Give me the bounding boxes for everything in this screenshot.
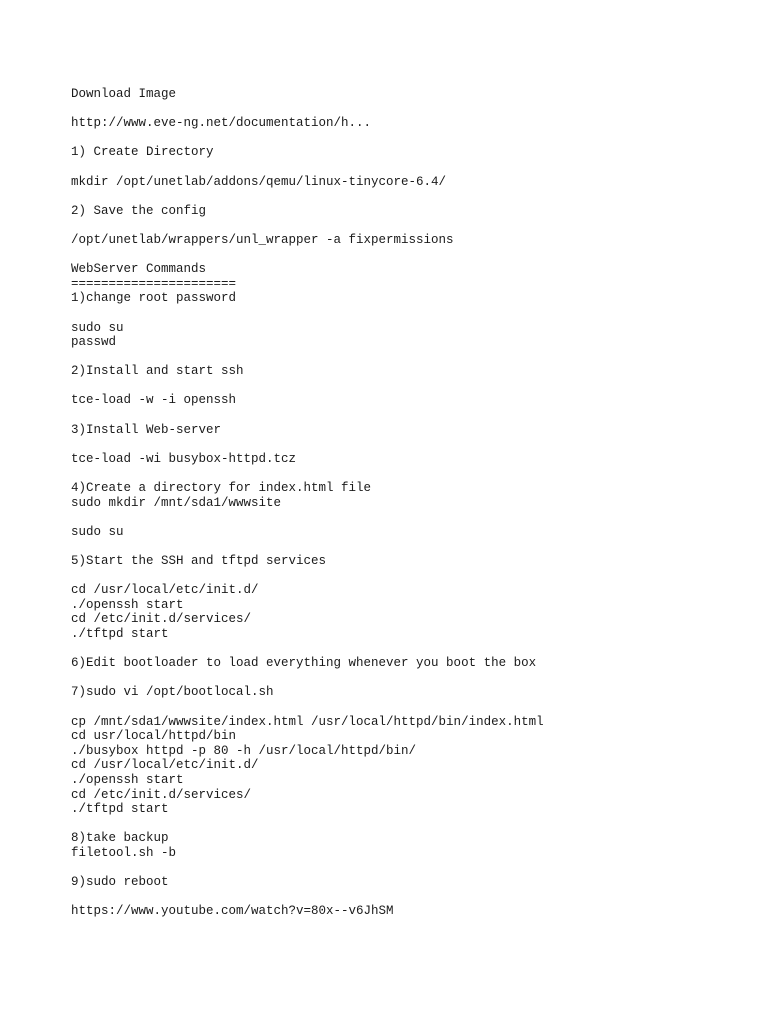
text-line: ./openssh start (71, 772, 184, 787)
text-line: passwd (71, 335, 117, 350)
blank-line (71, 218, 751, 233)
text-line: 1) Create Directory (71, 145, 214, 160)
blank-line (71, 569, 751, 584)
text-line: 7)sudo vi /opt/bootlocal.sh (71, 685, 274, 700)
blank-line (71, 160, 751, 175)
blank-line (71, 437, 751, 452)
text-line: tce-load -wi busybox-httpd.tcz (71, 451, 297, 466)
text-line: cd /usr/local/etc/init.d/ (71, 758, 259, 773)
blank-line (71, 817, 751, 832)
blank-line (71, 466, 751, 481)
blank-line (71, 248, 751, 263)
blank-line (71, 408, 751, 423)
text-line: 5)Start the SSH and tftpd services (71, 554, 327, 568)
text-line: ./tftpd start (71, 626, 169, 641)
text-line: ./tftpd start (71, 802, 169, 817)
text-line: 9)sudo reboot (71, 875, 169, 890)
text-line: 2) Save the config (71, 203, 207, 218)
text-line: filetool.sh -b (71, 845, 177, 860)
text-line: mkdir /opt/unetlab/addons/qemu/linux-tinycore-6.4/ (71, 174, 447, 189)
text-line: https://www.youtube.com/watch?v=80x--v6JhSM (71, 904, 394, 919)
text-line: cp /mnt/sda1/wwwsite/index.html /usr/local/httpd/bin/index.html (71, 714, 544, 729)
blank-line (71, 379, 751, 394)
text-line: http://www.eve-ng.net/documentation/h... (71, 116, 372, 131)
blank-line (71, 510, 751, 525)
blank-line (71, 890, 751, 905)
blank-line (71, 860, 751, 875)
text-line: ./openssh start (71, 597, 184, 612)
blank-line (71, 642, 751, 657)
text-line: tce-load -w -i openssh (71, 393, 237, 408)
blank-line (71, 539, 751, 554)
text-line: WebServer Commands (71, 262, 207, 277)
text-line: cd usr/local/httpd/bin (71, 729, 237, 744)
document-text (71, 87, 751, 919)
text-line: 4)Create a directory for index.html file (71, 481, 372, 496)
text-line: /opt/unetlab/wrappers/unl_wrapper -a fixpermissions (71, 232, 454, 247)
blank-line (71, 102, 751, 117)
text-line: Download Image (71, 87, 177, 101)
text-line: 8)take backup (71, 831, 169, 846)
text-line: cd /etc/init.d/services/ (71, 787, 252, 802)
blank-line (71, 189, 751, 204)
text-line: sudo su (71, 524, 124, 539)
text-line: 6)Edit bootloader to load everything whenever you boot the box (71, 656, 537, 671)
text-line: cd /etc/init.d/services/ (71, 612, 252, 627)
text-line: sudo su (71, 320, 124, 335)
text-line: 1)change root password (71, 291, 237, 306)
text-line: sudo mkdir /mnt/sda1/wwwsite (71, 495, 282, 510)
blank-line (71, 671, 751, 686)
blank-line (71, 350, 751, 365)
text-line: 3)Install Web-server (71, 422, 222, 437)
text-line: ./busybox httpd -p 80 -h /usr/local/httpd/bin/ (71, 743, 417, 758)
blank-line (71, 131, 751, 146)
text-line: cd /usr/local/etc/init.d/ (71, 583, 259, 598)
blank-line (71, 306, 751, 321)
text-line: 2)Install and start ssh (71, 364, 244, 379)
text-line: ====================== (71, 276, 237, 291)
blank-line (71, 700, 751, 715)
